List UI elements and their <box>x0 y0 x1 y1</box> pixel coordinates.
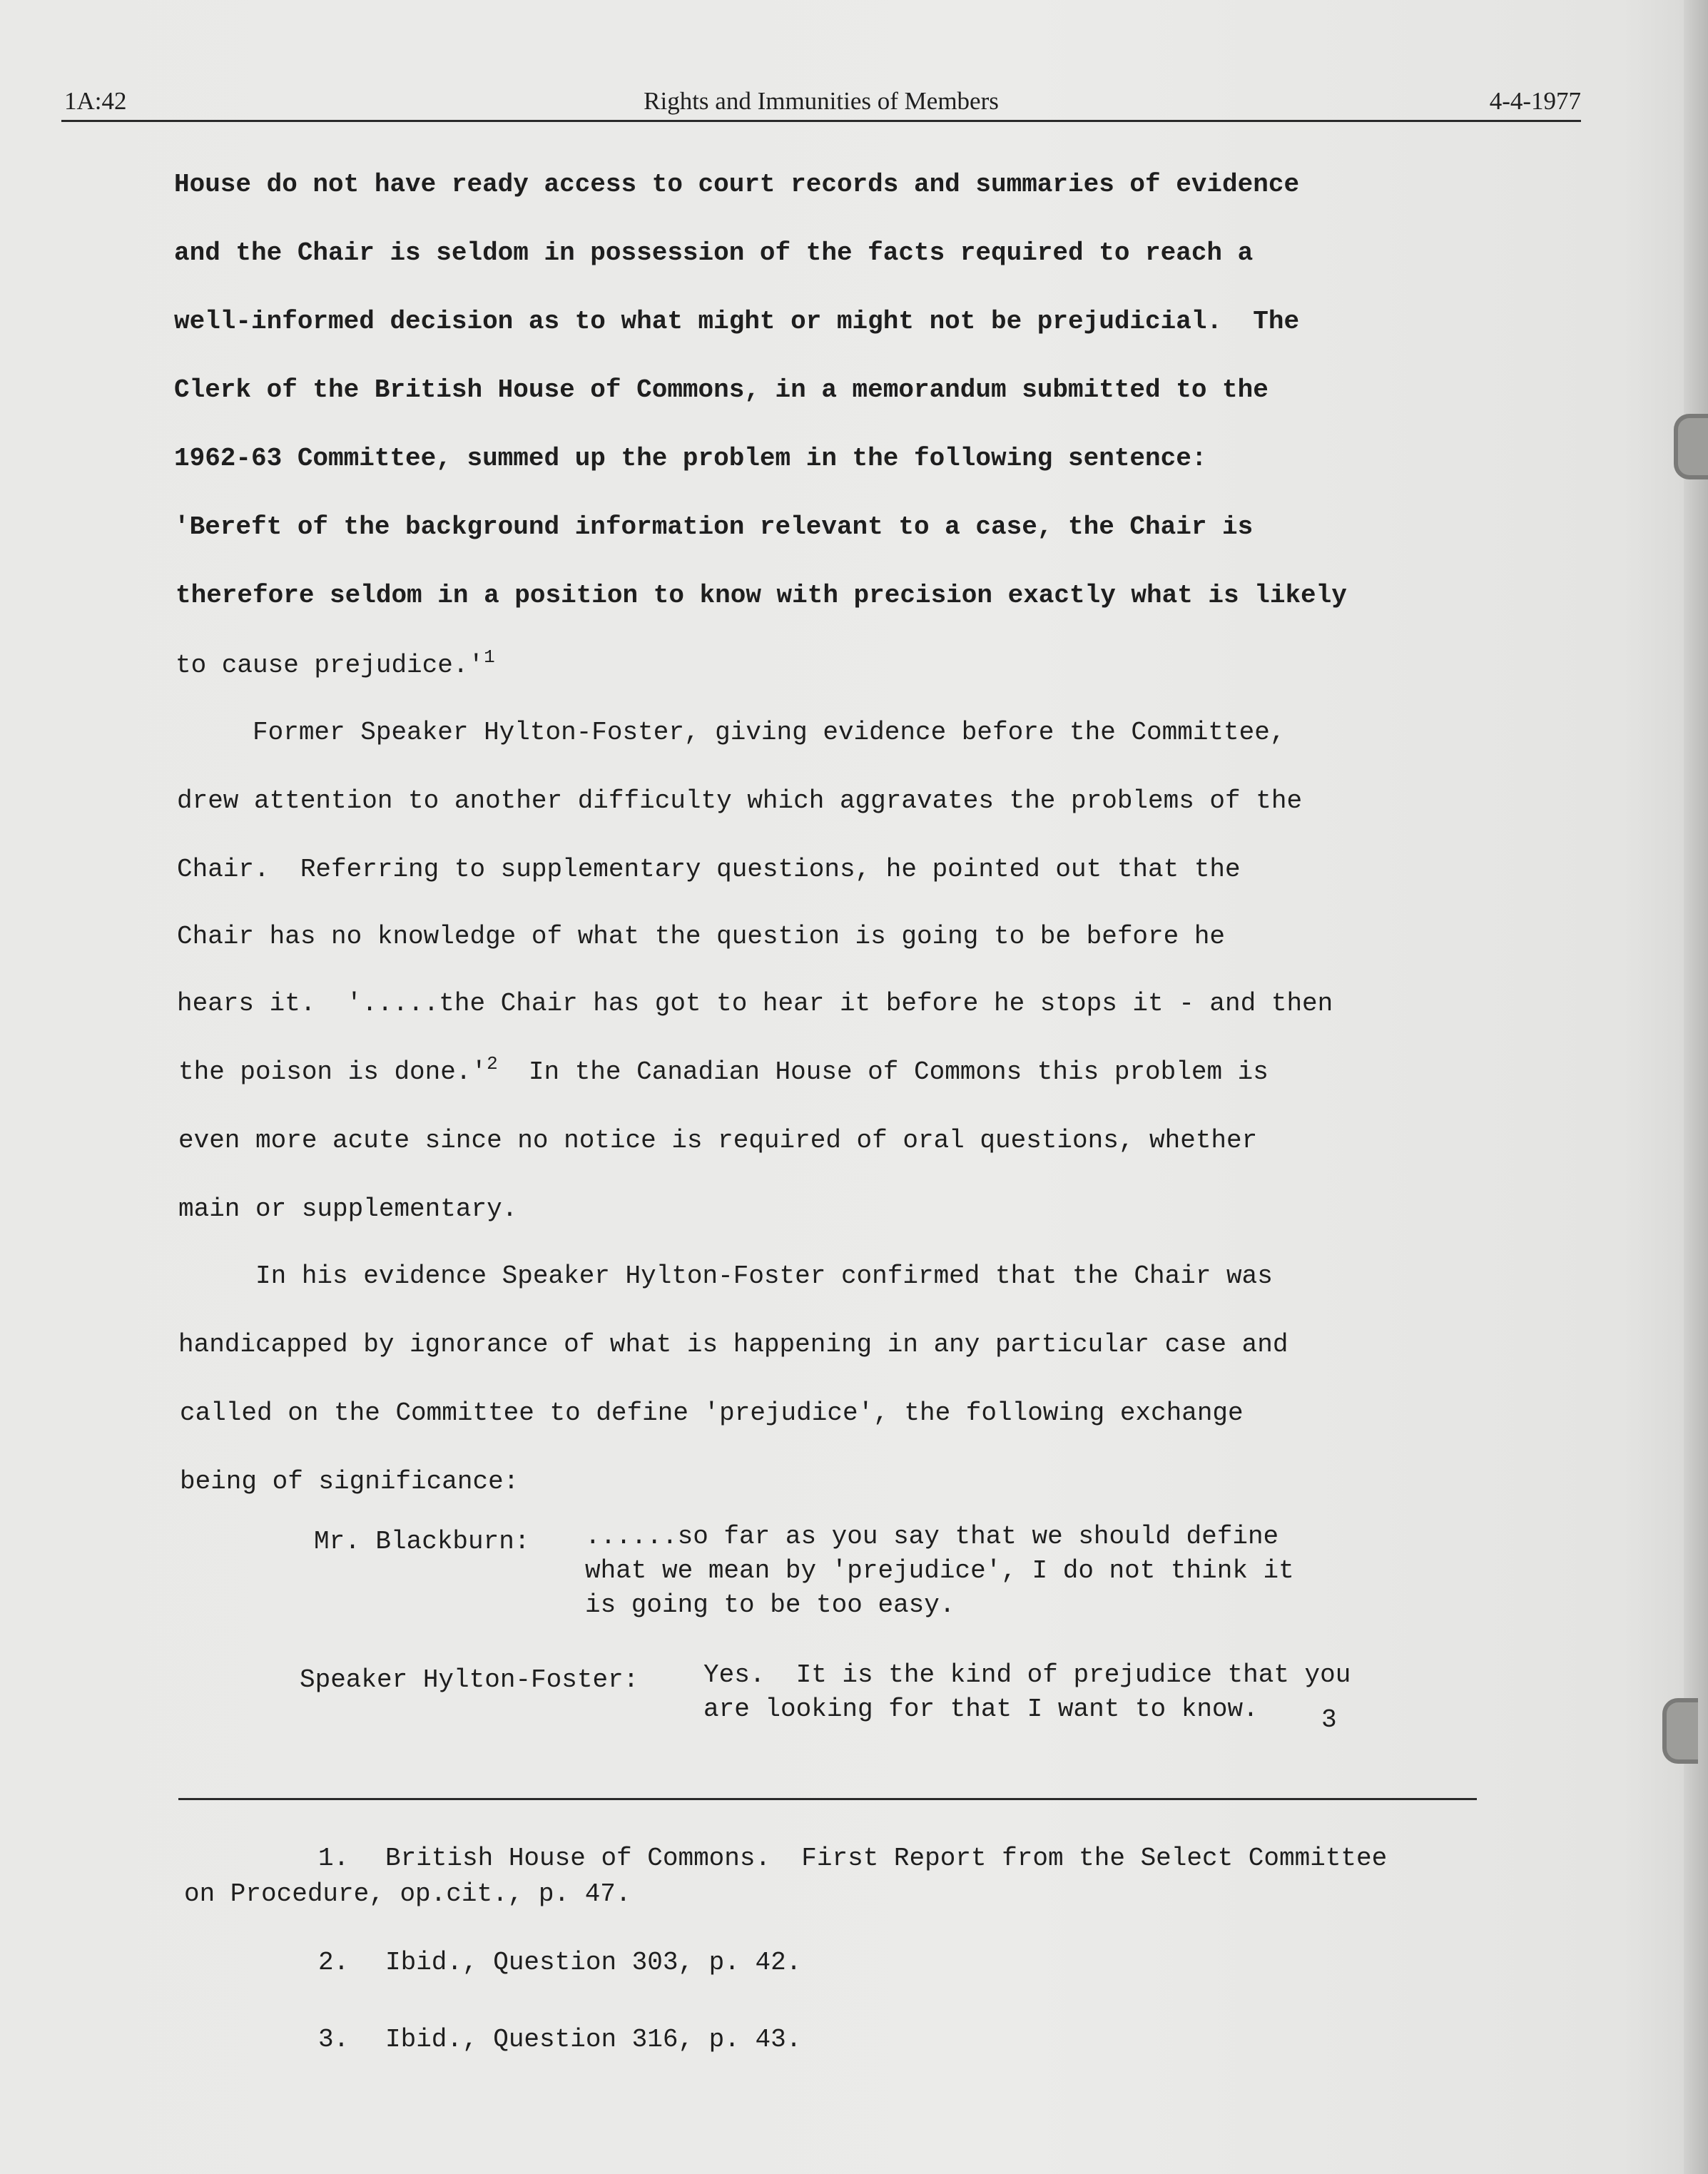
exchange-speaker: Mr. Blackburn: <box>314 1527 530 1556</box>
body-line: 'Bereft of the background information relevant to a case, the Chair is <box>174 512 1254 542</box>
footnote-ref: 1 <box>484 646 495 668</box>
footnote-separator <box>178 1798 1477 1800</box>
body-line: drew attention to another difficulty which aggravates the problems of the <box>177 786 1303 816</box>
footnote-ref: 2 <box>487 1053 498 1075</box>
body-line: House do not have ready access to court records and summaries of evidence <box>174 170 1300 199</box>
footnote-text: on Procedure, op.cit., p. 47. <box>184 1879 631 1909</box>
footnote-number: 3. <box>318 2025 350 2054</box>
body-line <box>176 646 495 680</box>
body-line: even more acute since no notice is required of oral questions, whether <box>178 1126 1258 1155</box>
body-line-text: to cause prejudice.' <box>176 651 484 680</box>
footnote-number: 2. <box>318 1948 350 1977</box>
body-line-text: the poison is done.' <box>178 1057 487 1087</box>
body-line: Former Speaker Hylton-Foster, giving evidence before the Committee, <box>176 718 1286 747</box>
body-line: and the Chair is seldom in possession of the facts required to reach a <box>174 238 1254 268</box>
running-header <box>61 84 1581 123</box>
body-line: therefore seldom in a position to know with precision exactly what is likely <box>176 581 1347 610</box>
footnote-text: British House of Commons. First Report from the Select Committee <box>385 1844 1388 1873</box>
footnote-number: 1. <box>318 1844 350 1873</box>
header-date: 4-4-1977 <box>1489 87 1581 115</box>
footnote-text: Ibid., Question 316, p. 43. <box>385 2025 802 2054</box>
body-line: In his evidence Speaker Hylton-Foster confirmed that the Chair was <box>178 1261 1273 1291</box>
body-line <box>178 1053 1269 1087</box>
exchange-text: ......so far as you say that we should define what we mean by 'prejudice', I do not think it is going to be too easy. <box>585 1522 1294 1620</box>
body-line: Clerk of the British House of Commons, in a memorandum submitted to the <box>174 375 1269 405</box>
body-line: Chair. Referring to supplementary questions, he pointed out that the <box>177 855 1241 884</box>
body-line: being of significance: <box>180 1467 519 1496</box>
binder-ring-hole <box>1674 414 1708 479</box>
header-rule <box>61 120 1581 122</box>
body-line: hears it. '.....the Chair has got to hear it before he stops it - and then <box>177 989 1333 1018</box>
footnote-ref: 3 <box>1321 1705 1337 1734</box>
body-line: handicapped by ignorance of what is happening in any particular case and <box>178 1330 1288 1359</box>
exchange-text: Yes. It is the kind of prejudice that you are looking for that I want to know. <box>703 1660 1351 1724</box>
body-line: Chair has no knowledge of what the question is going to be before he <box>177 922 1226 951</box>
page-reference: 1A:42 <box>64 87 127 115</box>
body-line: 1962-63 Committee, summed up the problem in the following sentence: <box>174 444 1207 473</box>
body-line-text: In the Canadian House of Commons this problem is <box>497 1057 1269 1087</box>
binding-edge <box>1684 0 1708 2174</box>
body-line: called on the Committee to define 'prejudice', the following exchange <box>180 1398 1244 1428</box>
body-line: main or supplementary. <box>178 1194 518 1224</box>
binder-ring-hole <box>1662 1698 1698 1764</box>
header-title: Rights and Immunities of Members <box>644 87 999 115</box>
body-line: well-informed decision as to what might or might not be prejudicial. The <box>174 307 1300 336</box>
footnote-text: Ibid., Question 303, p. 42. <box>385 1948 802 1977</box>
exchange-speaker: Speaker Hylton-Foster: <box>300 1665 639 1695</box>
